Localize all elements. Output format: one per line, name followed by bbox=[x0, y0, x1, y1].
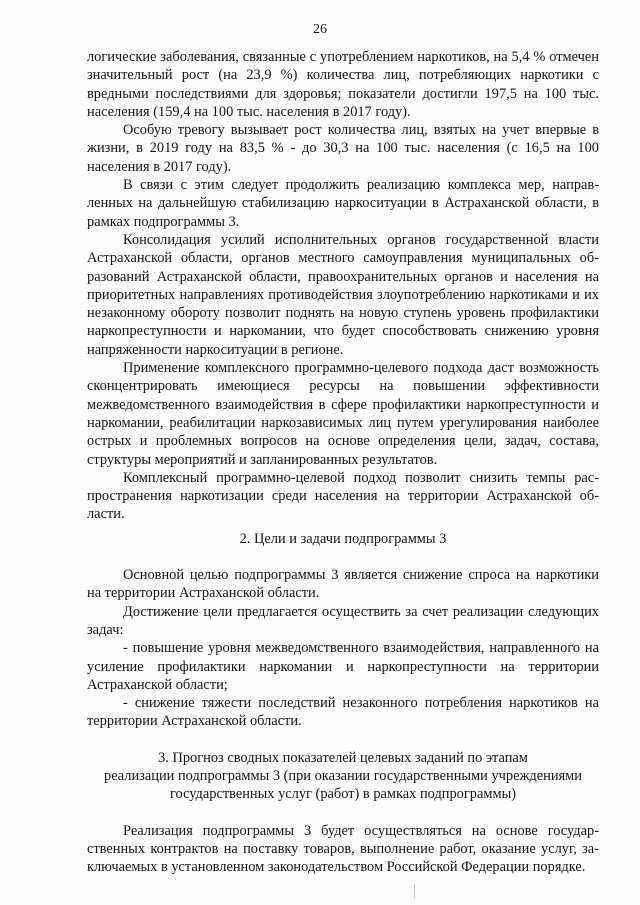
paragraph-main-goal: Основной целью подпрограммы 3 является снижение спроса на наркотики на территории Астраханской области. bbox=[87, 567, 599, 602]
paragraph-implementation: Реализация подпрограммы 3 будет осуществляться на основе государственных контрактов на поставку товаров, выполнение работ, оказание услуг, заключаемых в установленном законодательством Российской Федерации порядке. bbox=[87, 822, 599, 876]
document-body bbox=[87, 48, 599, 876]
paragraph-consolidation: Консолидация усилий исполнительных органов государственной власти Астраханской области, органов местного самоуправления муниципальных образований Астраханской области, правоохранительных органов и населения на приоритетных направлениях противодействия злоупотреблению наркотиками и их незаконному обороту позволит поднять на новую ступень уровень профилактики наркопреступности и наркомании, что будет способствовать снижению уровня напряженности наркоситуации в регионе. bbox=[87, 231, 599, 358]
paragraph-alarm-growth: Особую тревогу вызывает рост количества лиц, взятых на учет впервые в жизни, в 2019 году на 83,5 % - до 30,3 на 100 тыс. населения (с 16,5 на 100 населения в 2017 году). bbox=[87, 122, 599, 175]
paragraph-reduce-spread: Комплексный программно-целевой подход позволит снизить темпы распространения наркотизации среди населения на территории Астраханской области. bbox=[87, 469, 599, 523]
section-3-heading-line-3: государственных услуг (работ) в рамках подпрограммы) bbox=[169, 786, 517, 803]
section-3-heading-line-1: 3. Прогноз сводных показателей целевых заданий по этапам bbox=[158, 749, 528, 766]
paragraph-tasks-intro: Достижение цели предлагается осуществить за счет реализации следующих задач: bbox=[87, 603, 599, 638]
scan-artifact-mark bbox=[414, 884, 415, 898]
page-number: 26 bbox=[313, 22, 327, 37]
task-item-2: - снижение тяжести последствий незаконного потребления наркотиков на территории Астраханской области. bbox=[87, 695, 599, 730]
task-item-1: - повышение уровня межведомственного взаимодействия, направленного на усиление профилактики наркомании и наркопреступности на территории Астраханской области; bbox=[87, 640, 599, 693]
section-3-heading-line-2: реализации подпрограммы 3 (при оказании государственными учреждениями bbox=[104, 767, 582, 784]
section-2-heading: 2. Цели и задачи подпрограммы 3 bbox=[239, 530, 447, 547]
paragraph-continue-measures: В связи с этим следует продолжить реализацию комплекса мер, направленных на дальнейшую стабилизацию наркоситуации в Астраханской области, в рамках подпрограммы 3. bbox=[87, 177, 599, 230]
paragraph-comprehensive-approach: Применение комплексного программно-целевого подхода даст возможность сконцентрировать имеющиеся ресурсы на повышении эффективности межведомственного взаимодействия в сфере профилактики наркопреступности и наркомании, реабилитации наркозависимых лиц путем урегулирования наиболее острых и проблемных вопросов на основе определения цели, задач, состава, структуры мероприятий и запланированных результатов. bbox=[87, 360, 599, 468]
paragraph-continuation: логические заболевания, связанные с употреблением наркотиков, на 5,4 % отмечен значительный рост (на 23,9 %) количества лиц, потребляющих наркотики с вредными последствиями для здоровья; показатели достигли 197,5 на 100 тыс. населения (159,4 на 100 тыс. населения в 2017 году). bbox=[87, 49, 599, 120]
section-3-heading bbox=[87, 749, 599, 804]
